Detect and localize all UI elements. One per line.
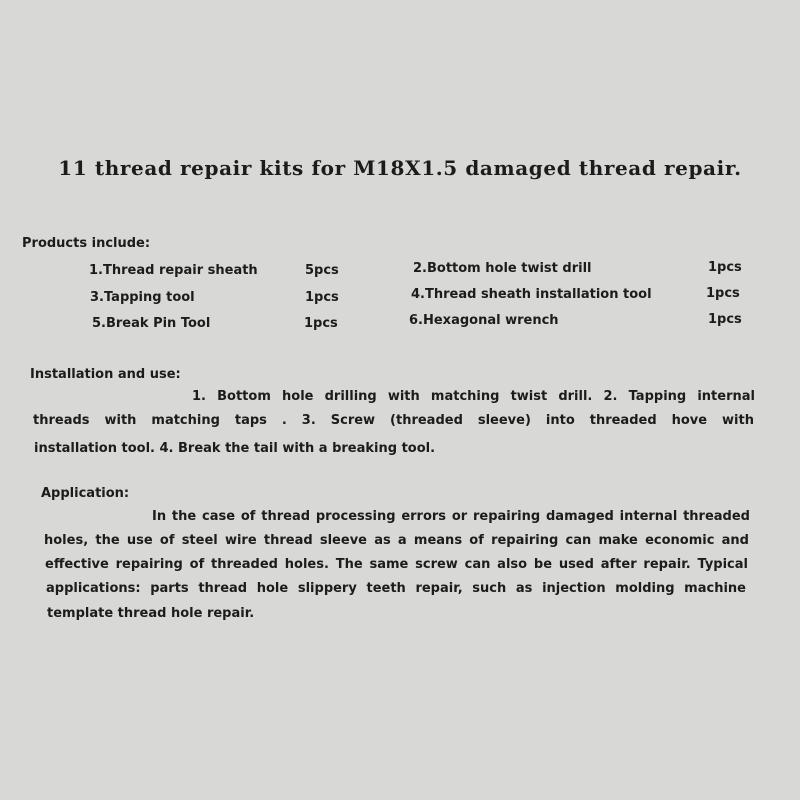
- installation-line: threads with matching taps . 3. Screw (threaded sleeve) into threaded hove with: [33, 413, 754, 428]
- product-item-name: 2.Bottom hole twist drill: [413, 261, 592, 276]
- application-line: effective repairing of threaded holes. The same screw can also be used after repair. Typical: [45, 557, 748, 572]
- installation-line: 1. Bottom hole drilling with matching twist drill. 2. Tapping internal: [192, 389, 755, 404]
- product-item-name: 6.Hexagonal wrench: [409, 313, 559, 328]
- product-item-name: 4.Thread sheath installation tool: [411, 287, 652, 302]
- products-heading: Products include:: [22, 236, 151, 251]
- product-item-name: 3.Tapping tool: [90, 290, 195, 305]
- document-title: 11 thread repair kits for M18X1.5 damaged thread repair.: [58, 156, 742, 180]
- application-line: holes, the use of steel wire thread sleeve as a means of repairing can make economic and: [44, 533, 749, 548]
- product-item-qty: 5pcs: [305, 263, 339, 278]
- product-item-name: 1.Thread repair sheath: [89, 263, 258, 278]
- product-item-qty: 1pcs: [304, 316, 338, 331]
- application-heading: Application:: [41, 486, 130, 501]
- application-line: In the case of thread processing errors or repairing damaged internal threaded: [152, 509, 750, 524]
- product-item-qty: 1pcs: [708, 260, 742, 275]
- installation-line: installation tool. 4. Break the tail with a breaking tool.: [34, 441, 436, 456]
- application-line: template thread hole repair.: [47, 606, 255, 621]
- application-line: applications: parts thread hole slippery teeth repair, such as injection molding machine: [46, 581, 746, 596]
- installation-heading: Installation and use:: [30, 367, 181, 382]
- product-item-qty: 1pcs: [708, 312, 742, 327]
- product-item-name: 5.Break Pin Tool: [92, 316, 211, 331]
- product-item-qty: 1pcs: [305, 290, 339, 305]
- product-item-qty: 1pcs: [706, 286, 740, 301]
